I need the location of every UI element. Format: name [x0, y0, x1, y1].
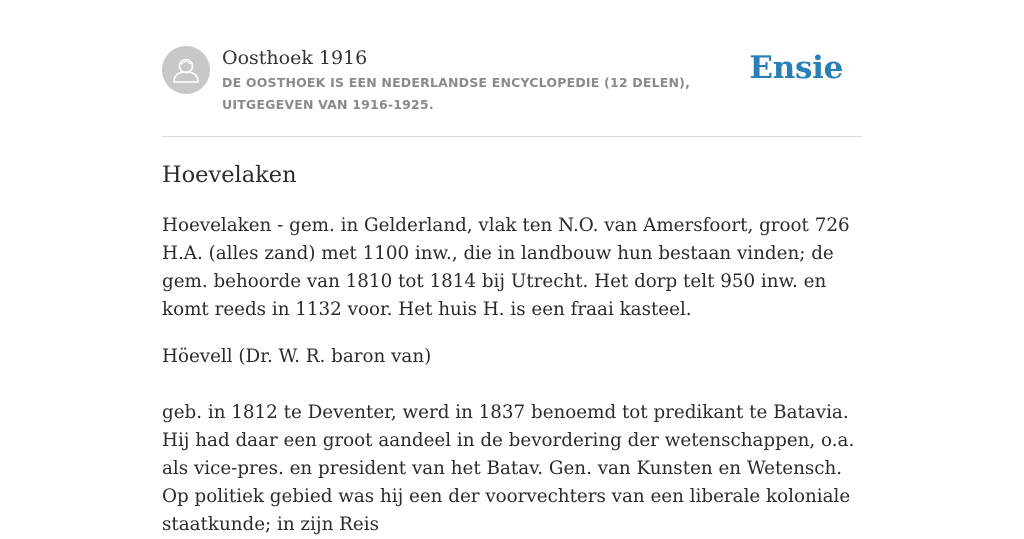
- entry-content: [162, 158, 862, 539]
- ensie-logo-link[interactable]: Ensie: [749, 50, 843, 86]
- entry-paragraph: Höevell (Dr. W. R. baron van): [162, 346, 432, 367]
- entry-paragraph: geb. in 1812 te Deventer, werd in 1837 benoemd tot predikant te Batavia. Hij had daar een groot aandeel in de bevordering der wetenschappen, o.a. als vice-pres. en president van het Batav. Gen. van Kunsten en Wetensch. Op politiek gebied was hij een der voorvechters van een liberale koloniale staatkunde; in zijn Reis: [162, 402, 855, 535]
- source-description: DE OOSTHOEK IS EEN NEDERLANDSE ENCYCLOPEDIE (12 DELEN), UITGEGEVEN VAN 1916-1925.: [222, 75, 691, 112]
- entry-paragraph: Hoevelaken - gem. in Gelderland, vlak ten N.O. van Amersfoort, groot 726 H.A. (alles zand) met 1100 inw., die in landbouw hun bestaan vinden; de gem. behoorde van 1810 tot 1814 bij Utrecht. Het dorp telt 950 inw. en komt reeds in 1132 voor. Het huis H. is een fraai kasteel.: [162, 215, 850, 320]
- source-header: [162, 46, 862, 137]
- page-title: Hoevelaken: [162, 162, 297, 188]
- user-avatar-icon: [162, 46, 210, 94]
- source-title[interactable]: Oosthoek 1916: [222, 47, 368, 69]
